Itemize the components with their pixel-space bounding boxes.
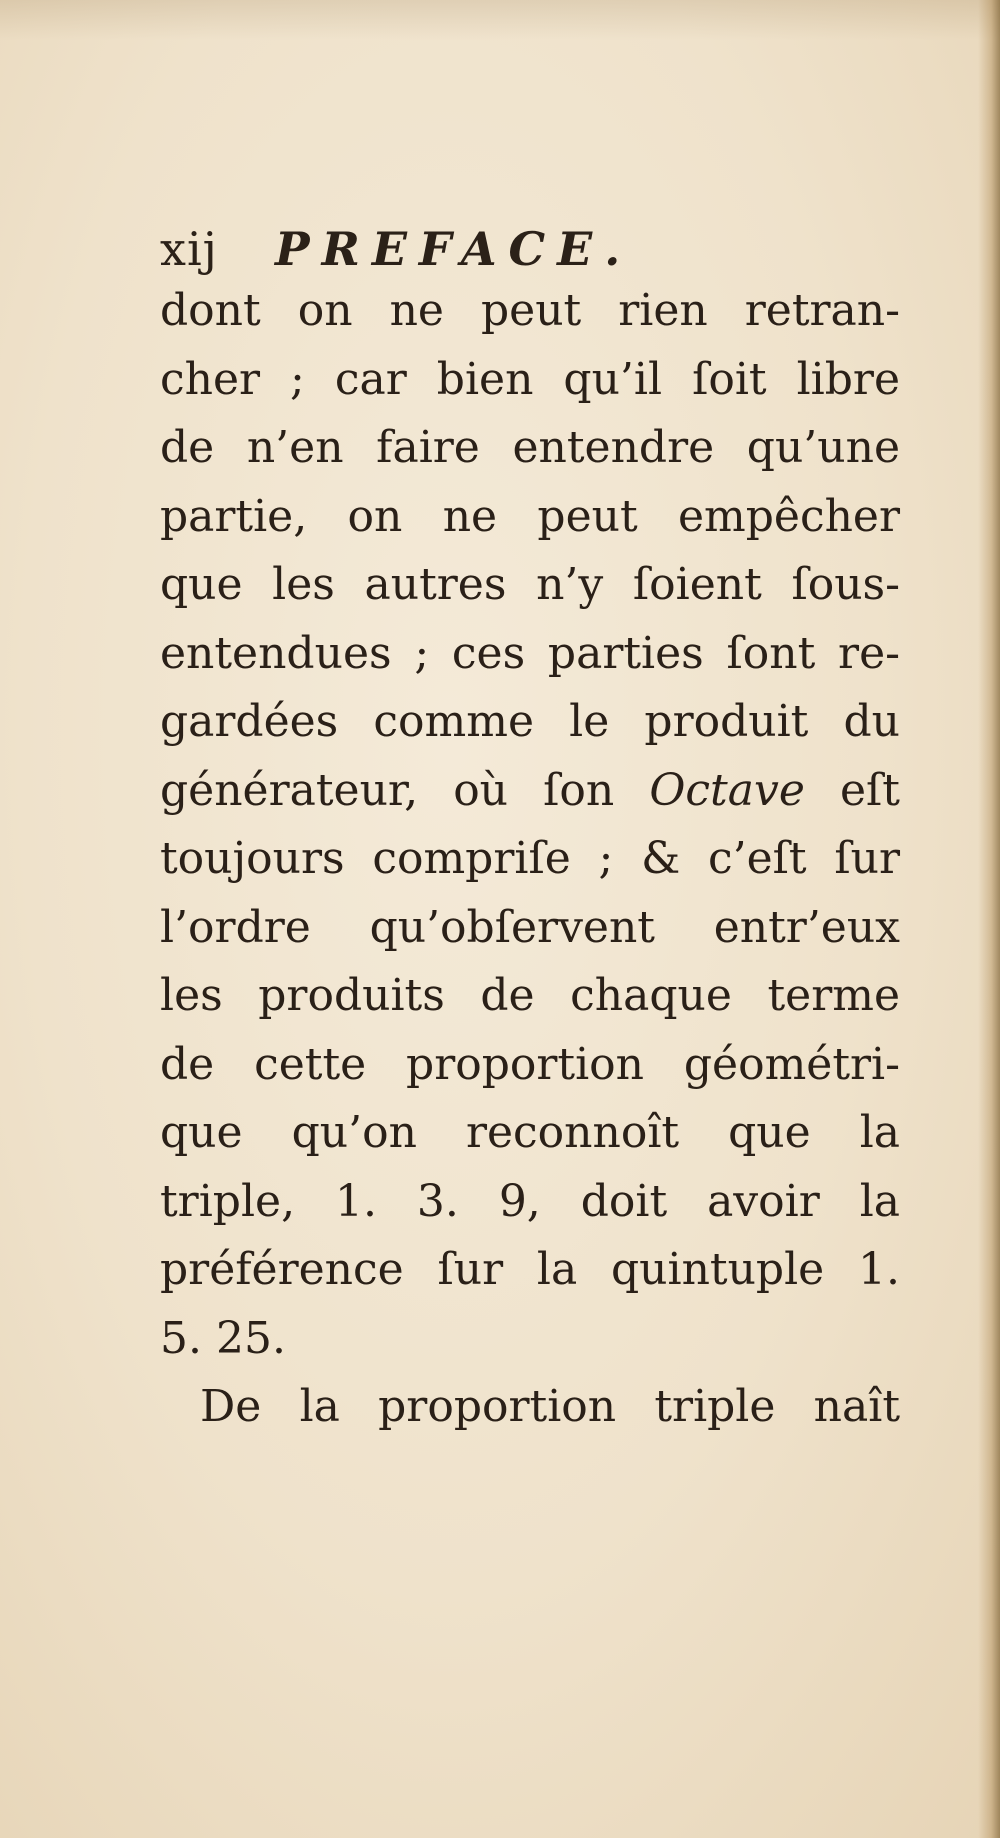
- text-line: préférence ſur la quintuple 1.: [160, 1244, 900, 1295]
- text-line: toujours compriſe ; & c’eſt ſur: [160, 833, 900, 884]
- text-line: entendues ; ces parties ſont re-: [160, 627, 900, 679]
- text-line: de n’en faire entendre qu’une: [160, 422, 900, 473]
- text-segment: eſt: [839, 764, 900, 816]
- text-line: triple, 1. 3. 9, doit avoir la: [160, 1175, 900, 1227]
- text-line: l’ordre qu’obſervent entr’eux: [160, 901, 900, 953]
- text-line: dont on ne peut rien retran-: [160, 285, 900, 336]
- text-line: De la proportion triple naît: [200, 1381, 900, 1432]
- text-line: gardées comme le produit du: [160, 696, 900, 747]
- text-segment: générateur, où ſon: [160, 764, 615, 816]
- page-top-shadow: [0, 0, 1000, 40]
- text-line: partie, on ne peut empêcher: [160, 490, 900, 542]
- text-line: que les autres n’y ſoient ſous-: [160, 559, 900, 610]
- text-line: que qu’on reconnoît que la: [160, 1107, 900, 1158]
- page-binding-edge: [978, 0, 1000, 1838]
- italic-term: Octave: [649, 764, 805, 816]
- text-line-with-italic: [160, 757, 900, 826]
- text-line: 5. 25.: [160, 1312, 286, 1364]
- text-line: cher ; car bien qu’il ſoit libre: [160, 353, 900, 405]
- body-text: [160, 277, 900, 1442]
- running-title: PREFACE.: [275, 222, 633, 276]
- text-line: les produits de chaque terme: [160, 970, 900, 1021]
- text-line: de cette proportion géométri-: [160, 1038, 900, 1090]
- page-number: xij: [160, 222, 218, 276]
